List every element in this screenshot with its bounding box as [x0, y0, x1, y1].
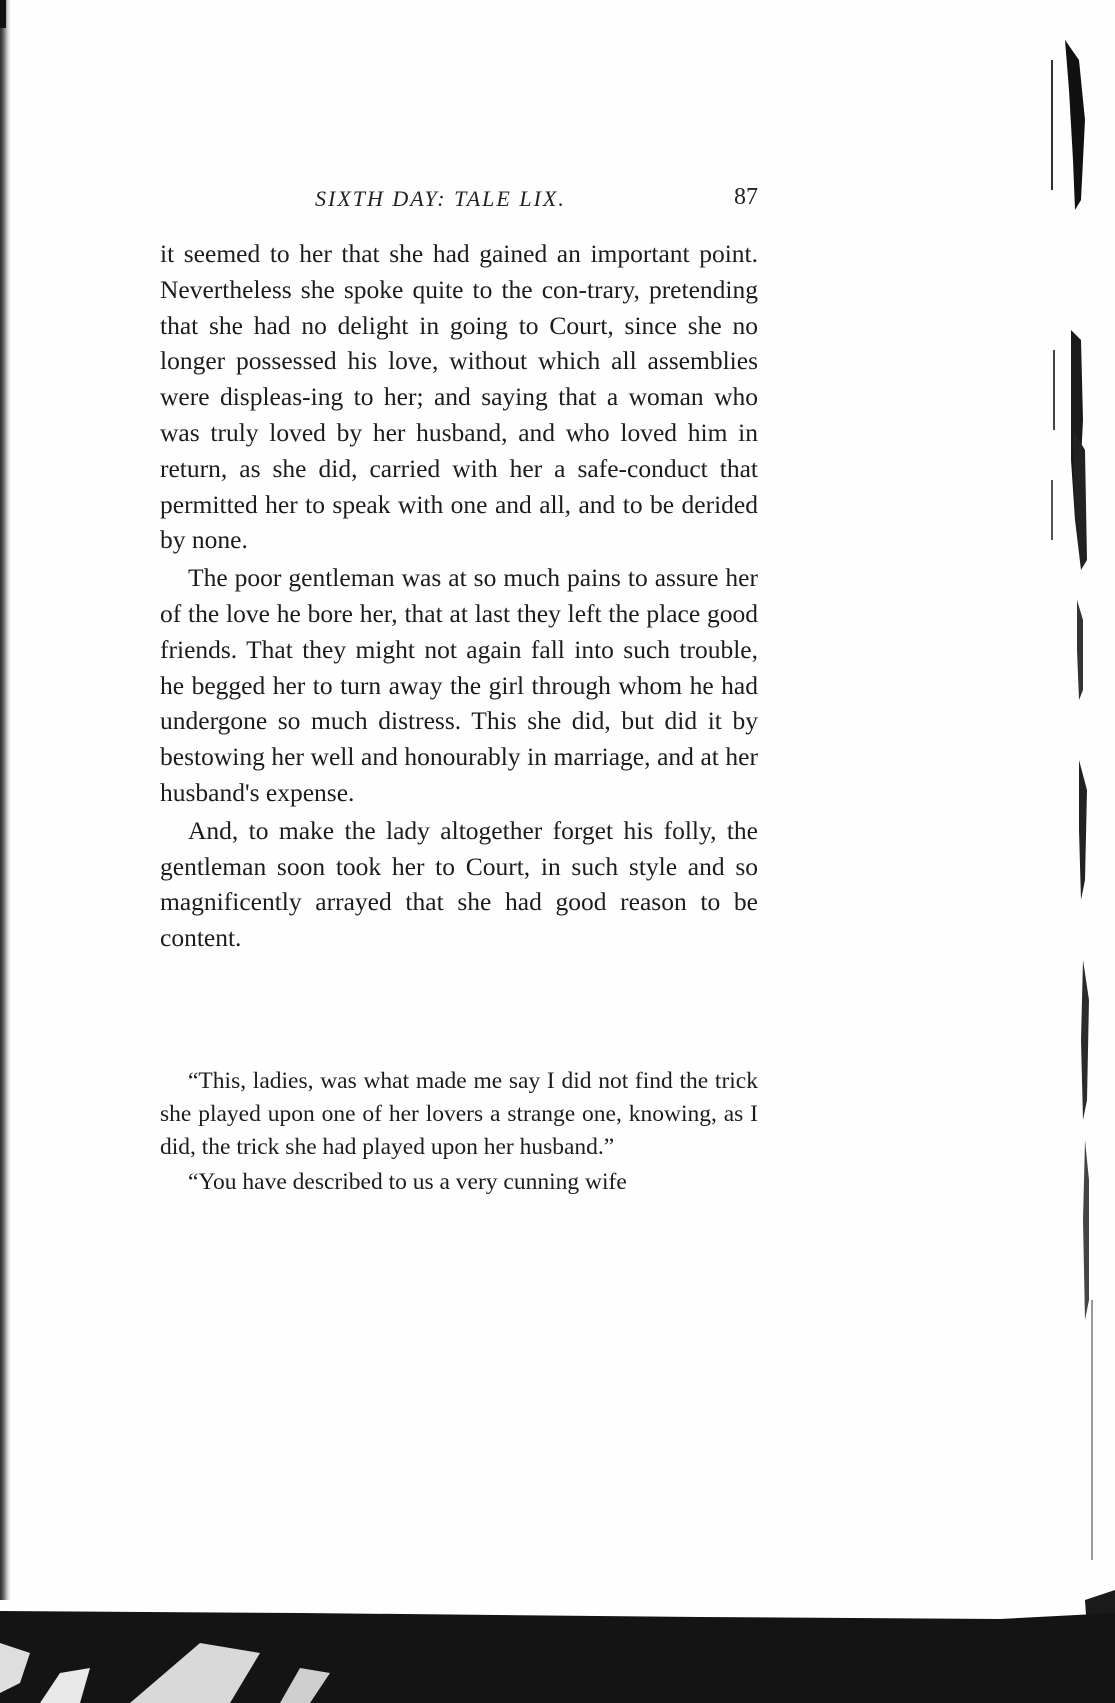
- scan-left-edge: [0, 0, 11, 1600]
- paragraph: it seemed to her that she had gained an important point. Nevertheless she spoke quite to the con-trary, pretending that she had no delight in going to Court, since she no longer possessed his love, without which all assemblies were displeas-ing to her; and saying that a woman who was truly loved by her husband, and who loved him in return, as she did, carried with her a safe-conduct that permitted her to speak with one and all, and to be derided by none.: [160, 239, 758, 555]
- discussion-text: [160, 1065, 758, 1199]
- scan-right-gutter: [1045, 0, 1115, 1703]
- paragraph: And, to make the lady altogether forget his folly, the gentleman soon took her to Court, in such style and so magnificently arrayed that she had good reason to be content.: [160, 815, 758, 953]
- scan-left-edge-mark: [0, 0, 6, 28]
- running-head: SIXTH DAY: TALE LIX.: [315, 186, 566, 211]
- page-number: 87: [734, 184, 758, 210]
- discussion-paragraph: “You have described to us a very cunning wife: [188, 1169, 627, 1195]
- body-text: [160, 236, 758, 956]
- discussion-paragraph: “This, ladies, was what made me say I did not find the trick she played upon one of her lovers a strange one, knowing, as I did, the trick she had played upon her husband.”: [160, 1068, 758, 1160]
- scan-bottom-band: [0, 1583, 1115, 1703]
- paragraph: The poor gentleman was at so much pains to assure her of the love he bore her, that at last they left the place good friends. That they might not again fall into such trouble, he begged her to turn away the girl through whom he had undergone so much distress. This she did, but did it by bestowing her well and honourably in marriage, and at her husband's expense.: [160, 563, 758, 807]
- page-header: [160, 178, 760, 218]
